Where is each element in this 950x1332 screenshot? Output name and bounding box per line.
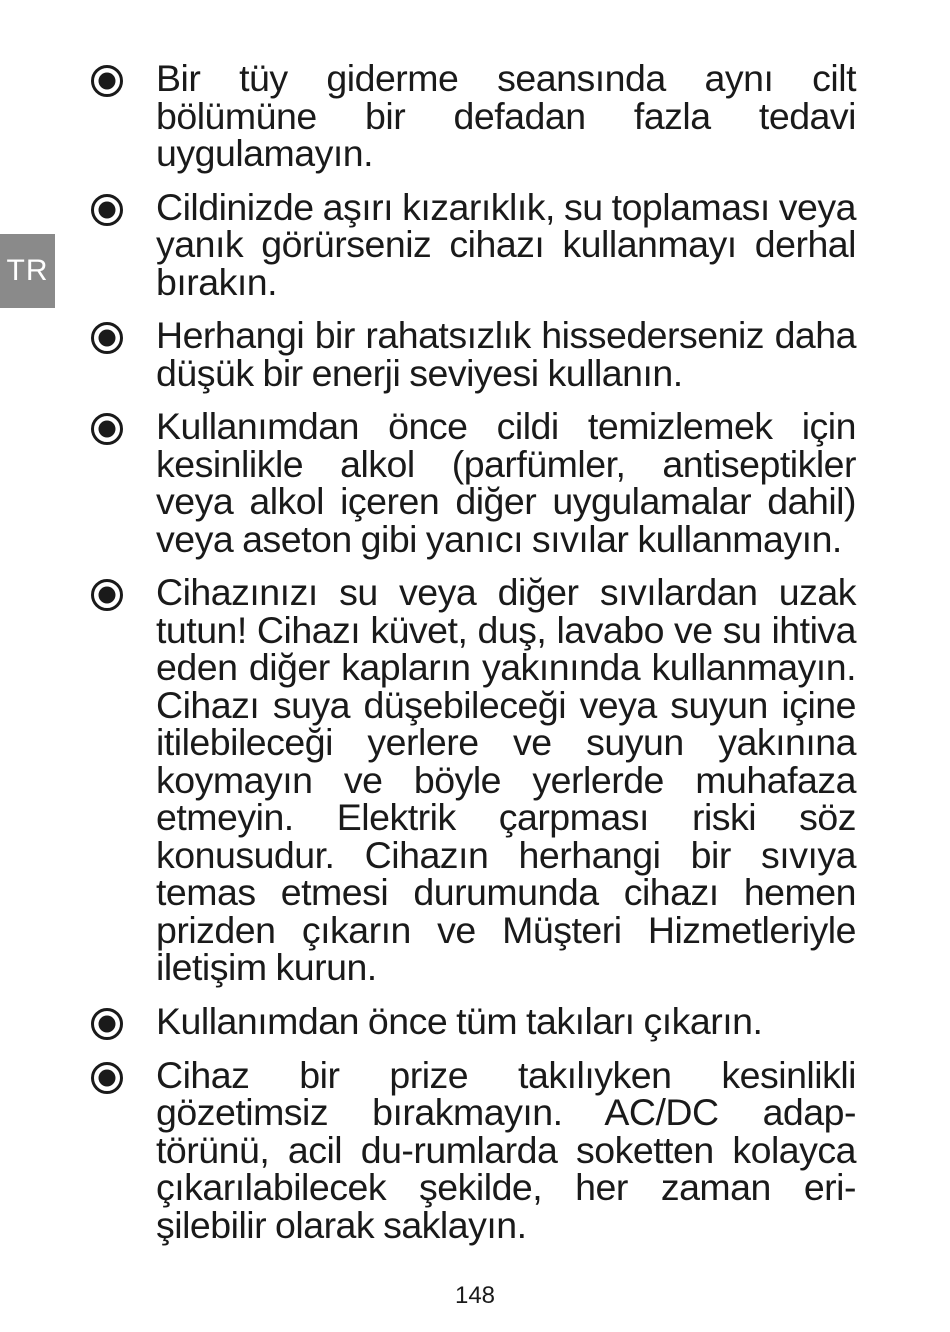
list-item-text: Kullanımdan önce tüm takıları çıkarın.: [156, 999, 763, 1042]
language-tab: TR: [0, 234, 55, 308]
list-item-text: Bir tüy giderme seansında aynı cilt bölümüne bir defadan fazla tedavi uygulamayın.: [156, 57, 856, 174]
list-item: [90, 571, 856, 988]
list-item-text: Kullanımdan önce cildi temizlemek için kesinlikle alkol (parfümler, antiseptikler veya alkol içeren diğer uygulamalar dahil) veya aseton gibi yanıcı sıvılar kullanmayın.: [156, 405, 856, 560]
page-number: 148: [454, 1282, 496, 1309]
radio-bullet-icon: [90, 64, 124, 98]
list-item-text: Herhangi bir rahatsızlık hissederseniz daha düşük bir enerji seviyesi kullanın.: [156, 314, 856, 394]
safety-instructions-list: [90, 57, 856, 1246]
list-item: [90, 57, 856, 174]
list-item: [90, 405, 856, 560]
list-item: [90, 1053, 856, 1246]
list-item-text: Cihazınızı su veya diğer sıvılardan uzak tutun! Cihazı küvet, duş, lavabo ve su ihtiva eden diğer kapların yakınında kullanmayın. Cihazı suya düşebileceği veya suyun içine itilebileceği yerlere ve suyun yakınına koymayın ve böyle yerlerde muhafaza etmeyin. Elektrik çarpması riski söz konusudur. Cihazın herhangi bir sıvıya temas etmesi durumunda cihazı hemen prizden çıkarın ve Müşteri Hizmetleriyle iletişim kurun.: [156, 571, 856, 988]
list-item: [90, 999, 856, 1042]
radio-bullet-icon: [90, 1061, 124, 1095]
radio-bullet-icon: [90, 412, 124, 446]
list-item-text: Cihaz bir prize takılıyken kesinlikli gözetimsiz bırakmayın. AC/DC adap-törünü, acil du-rumlarda soketten kolayca çıkarılabilecek şekilde, her zaman eri-şilebilir olarak saklayın.: [156, 1053, 856, 1246]
radio-bullet-icon: [90, 321, 124, 355]
list-item: [90, 314, 856, 394]
list-item-text: Cildinizde aşırı kızarıklık, su toplaması veya yanık görürseniz cihazı kullanmayı derhal bırakın.: [156, 185, 856, 303]
radio-bullet-icon: [90, 193, 124, 227]
radio-bullet-icon: [90, 1007, 124, 1041]
radio-bullet-icon: [90, 578, 124, 612]
list-item: [90, 185, 856, 303]
